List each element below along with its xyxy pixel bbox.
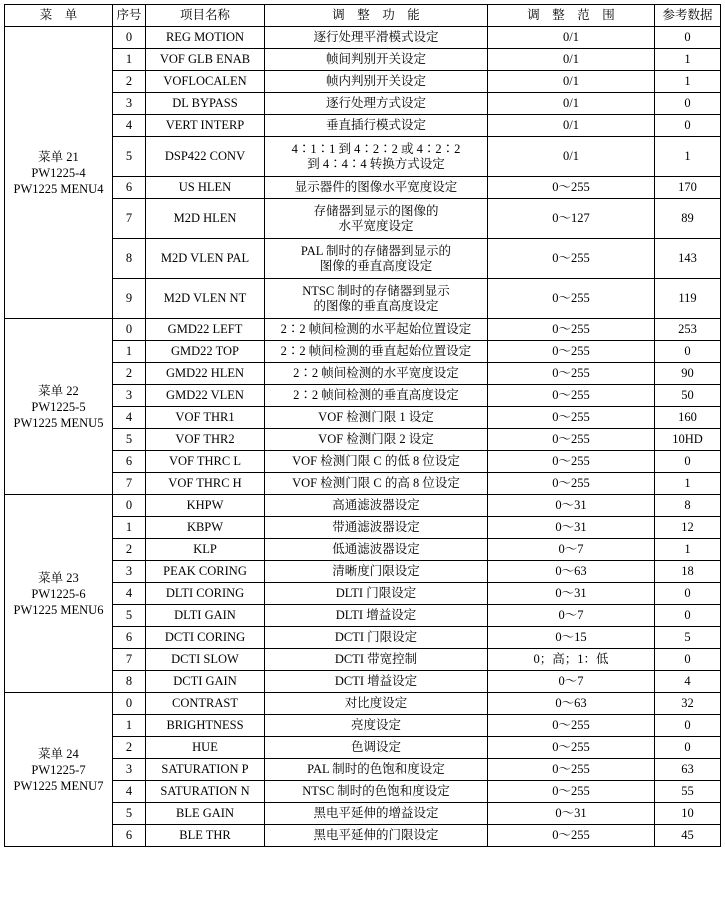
reference-value: 10HD	[655, 429, 721, 451]
header-function: 调 整 功 能	[265, 5, 488, 27]
reference-value: 55	[655, 781, 721, 803]
row-index: 6	[113, 451, 146, 473]
row-index: 9	[113, 279, 146, 319]
adjust-range: 0～255	[488, 385, 655, 407]
adjust-range: 0～7	[488, 671, 655, 693]
row-index: 4	[113, 583, 146, 605]
item-name: DCTI GAIN	[146, 671, 265, 693]
adjust-range: 0～31	[488, 495, 655, 517]
table-row	[5, 407, 721, 429]
adjust-range: 0～15	[488, 627, 655, 649]
reference-value: 0	[655, 27, 721, 49]
table-row	[5, 93, 721, 115]
menu-group-label: 菜单 21 PW1225-4 PW1225 MENU4	[5, 27, 113, 319]
table-row	[5, 115, 721, 137]
item-name: GMD22 VLEN	[146, 385, 265, 407]
table-row	[5, 49, 721, 71]
table-row	[5, 451, 721, 473]
function-description: DLTI 门限设定	[265, 583, 488, 605]
table-row	[5, 539, 721, 561]
row-index: 0	[113, 693, 146, 715]
item-name: GMD22 TOP	[146, 341, 265, 363]
row-index: 8	[113, 239, 146, 279]
function-description: PAL 制时的存储器到显示的 图像的垂直高度设定	[265, 239, 488, 279]
adjust-range: 0～255	[488, 451, 655, 473]
item-name: GMD22 LEFT	[146, 319, 265, 341]
header-index: 序号	[113, 5, 146, 27]
reference-value: 90	[655, 363, 721, 385]
row-index: 7	[113, 473, 146, 495]
function-description: 垂直插行模式设定	[265, 115, 488, 137]
item-name: SATURATION P	[146, 759, 265, 781]
reference-value: 0	[655, 115, 721, 137]
table-row	[5, 71, 721, 93]
function-description: 亮度设定	[265, 715, 488, 737]
table-row	[5, 495, 721, 517]
function-description: 逐行处理方式设定	[265, 93, 488, 115]
table-row	[5, 341, 721, 363]
row-index: 4	[113, 781, 146, 803]
table-row	[5, 517, 721, 539]
function-description: NTSC 制时的存储器到显示 的图像的垂直高度设定	[265, 279, 488, 319]
reference-value: 1	[655, 71, 721, 93]
table-row	[5, 561, 721, 583]
item-name: BLE THR	[146, 825, 265, 847]
adjust-range: 0～255	[488, 319, 655, 341]
table-row	[5, 759, 721, 781]
row-index: 5	[113, 803, 146, 825]
adjust-range: 0～255	[488, 363, 655, 385]
reference-value: 0	[655, 341, 721, 363]
row-index: 8	[113, 671, 146, 693]
adjust-range: 0～63	[488, 561, 655, 583]
header-range: 调 整 范 围	[488, 5, 655, 27]
adjust-range: 0～255	[488, 407, 655, 429]
reference-value: 10	[655, 803, 721, 825]
reference-value: 0	[655, 737, 721, 759]
function-description: 黑电平延伸的增益设定	[265, 803, 488, 825]
reference-value: 50	[655, 385, 721, 407]
adjust-range: 0～255	[488, 473, 655, 495]
function-description: 2∶2 帧间检测的水平宽度设定	[265, 363, 488, 385]
item-name: VOF THRC L	[146, 451, 265, 473]
row-index: 3	[113, 759, 146, 781]
row-index: 5	[113, 605, 146, 627]
adjust-range: 0/1	[488, 49, 655, 71]
reference-value: 0	[655, 605, 721, 627]
row-index: 6	[113, 825, 146, 847]
item-name: VOF THR2	[146, 429, 265, 451]
table-row	[5, 825, 721, 847]
function-description: DCTI 增益设定	[265, 671, 488, 693]
adjust-range: 0～127	[488, 199, 655, 239]
function-description: VOF 检测门限 1 设定	[265, 407, 488, 429]
adjust-range: 0/1	[488, 137, 655, 177]
table-row	[5, 583, 721, 605]
row-index: 1	[113, 715, 146, 737]
item-name: CONTRAST	[146, 693, 265, 715]
row-index: 2	[113, 363, 146, 385]
adjust-range: 0；高；1：低	[488, 649, 655, 671]
function-description: 逐行处理平滑模式设定	[265, 27, 488, 49]
adjust-range: 0～63	[488, 693, 655, 715]
item-name: M2D VLEN NT	[146, 279, 265, 319]
function-description: DCTI 带宽控制	[265, 649, 488, 671]
function-description: 存储器到显示的图像的 水平宽度设定	[265, 199, 488, 239]
function-description: NTSC 制时的色饱和度设定	[265, 781, 488, 803]
reference-value: 0	[655, 93, 721, 115]
item-name: BLE GAIN	[146, 803, 265, 825]
item-name: DCTI CORING	[146, 627, 265, 649]
row-index: 4	[113, 115, 146, 137]
item-name: DLTI GAIN	[146, 605, 265, 627]
table-row	[5, 385, 721, 407]
item-name: US HLEN	[146, 177, 265, 199]
item-name: KHPW	[146, 495, 265, 517]
header-reference: 参考数据	[655, 5, 721, 27]
row-index: 1	[113, 517, 146, 539]
reference-value: 0	[655, 649, 721, 671]
function-description: 2∶2 帧间检测的水平起始位置设定	[265, 319, 488, 341]
function-description: 显示器件的图像水平宽度设定	[265, 177, 488, 199]
row-index: 2	[113, 71, 146, 93]
reference-value: 0	[655, 583, 721, 605]
reference-value: 1	[655, 49, 721, 71]
parameter-table	[4, 4, 721, 847]
item-name: REG MOTION	[146, 27, 265, 49]
table-row	[5, 803, 721, 825]
table-row	[5, 781, 721, 803]
row-index: 2	[113, 737, 146, 759]
adjust-range: 0/1	[488, 71, 655, 93]
row-index: 3	[113, 385, 146, 407]
item-name: VOFLOCALEN	[146, 71, 265, 93]
adjust-range: 0～31	[488, 803, 655, 825]
function-description: VOF 检测门限 C 的高 8 位设定	[265, 473, 488, 495]
adjust-range: 0～7	[488, 605, 655, 627]
header-row	[5, 5, 721, 27]
function-description: 黑电平延伸的门限设定	[265, 825, 488, 847]
adjust-range: 0/1	[488, 27, 655, 49]
function-description: 低通滤波器设定	[265, 539, 488, 561]
row-index: 0	[113, 319, 146, 341]
function-description: 4∶1∶1 到 4∶2∶2 或 4∶2∶2 到 4∶4∶4 转换方式设定	[265, 137, 488, 177]
reference-value: 45	[655, 825, 721, 847]
reference-value: 32	[655, 693, 721, 715]
item-name: DL BYPASS	[146, 93, 265, 115]
table-row	[5, 239, 721, 279]
table-row	[5, 279, 721, 319]
table-row	[5, 693, 721, 715]
row-index: 5	[113, 429, 146, 451]
adjust-range: 0～255	[488, 715, 655, 737]
adjust-range: 0～255	[488, 341, 655, 363]
reference-value: 1	[655, 473, 721, 495]
reference-value: 4	[655, 671, 721, 693]
item-name: VOF THR1	[146, 407, 265, 429]
function-description: DLTI 增益设定	[265, 605, 488, 627]
adjust-range: 0～31	[488, 517, 655, 539]
row-index: 1	[113, 341, 146, 363]
row-index: 7	[113, 199, 146, 239]
table-row	[5, 137, 721, 177]
item-name: SATURATION N	[146, 781, 265, 803]
table-row	[5, 27, 721, 49]
function-description: 对比度设定	[265, 693, 488, 715]
adjust-range: 0～255	[488, 279, 655, 319]
item-name: KBPW	[146, 517, 265, 539]
adjust-range: 0～255	[488, 825, 655, 847]
reference-value: 18	[655, 561, 721, 583]
reference-value: 5	[655, 627, 721, 649]
function-description: 色调设定	[265, 737, 488, 759]
table-row	[5, 605, 721, 627]
function-description: 帧间判别开关设定	[265, 49, 488, 71]
item-name: VERT INTERP	[146, 115, 265, 137]
item-name: M2D HLEN	[146, 199, 265, 239]
row-index: 1	[113, 49, 146, 71]
table-row	[5, 627, 721, 649]
function-description: VOF 检测门限 C 的低 8 位设定	[265, 451, 488, 473]
row-index: 7	[113, 649, 146, 671]
reference-value: 12	[655, 517, 721, 539]
function-description: DCTI 门限设定	[265, 627, 488, 649]
reference-value: 63	[655, 759, 721, 781]
adjust-range: 0～7	[488, 539, 655, 561]
table-row	[5, 649, 721, 671]
row-index: 6	[113, 177, 146, 199]
item-name: DLTI CORING	[146, 583, 265, 605]
table-row	[5, 737, 721, 759]
item-name: M2D VLEN PAL	[146, 239, 265, 279]
row-index: 3	[113, 93, 146, 115]
reference-value: 170	[655, 177, 721, 199]
menu-group-label: 菜单 22 PW1225-5 PW1225 MENU5	[5, 319, 113, 495]
table-row	[5, 473, 721, 495]
function-description: 带通滤波器设定	[265, 517, 488, 539]
menu-group-label: 菜单 23 PW1225-6 PW1225 MENU6	[5, 495, 113, 693]
function-description: 2∶2 帧间检测的垂直起始位置设定	[265, 341, 488, 363]
row-index: 2	[113, 539, 146, 561]
reference-value: 143	[655, 239, 721, 279]
row-index: 5	[113, 137, 146, 177]
item-name: VOF THRC H	[146, 473, 265, 495]
row-index: 6	[113, 627, 146, 649]
table-row	[5, 319, 721, 341]
adjust-range: 0～255	[488, 737, 655, 759]
item-name: HUE	[146, 737, 265, 759]
parameter-table-wrapper	[4, 4, 721, 847]
function-description: 2∶2 帧间检测的垂直高度设定	[265, 385, 488, 407]
header-item-name: 项目名称	[146, 5, 265, 27]
row-index: 3	[113, 561, 146, 583]
reference-value: 160	[655, 407, 721, 429]
reference-value: 89	[655, 199, 721, 239]
adjust-range: 0～255	[488, 429, 655, 451]
reference-value: 1	[655, 137, 721, 177]
table-row	[5, 177, 721, 199]
adjust-range: 0～255	[488, 759, 655, 781]
reference-value: 1	[655, 539, 721, 561]
adjust-range: 0～31	[488, 583, 655, 605]
menu-group-label: 菜单 24 PW1225-7 PW1225 MENU7	[5, 693, 113, 847]
function-description: 高通滤波器设定	[265, 495, 488, 517]
item-name: GMD22 HLEN	[146, 363, 265, 385]
item-name: BRIGHTNESS	[146, 715, 265, 737]
reference-value: 8	[655, 495, 721, 517]
adjust-range: 0/1	[488, 115, 655, 137]
row-index: 0	[113, 495, 146, 517]
table-row	[5, 429, 721, 451]
header-menu: 菜 单	[5, 5, 113, 27]
item-name: VOF GLB ENAB	[146, 49, 265, 71]
function-description: VOF 检测门限 2 设定	[265, 429, 488, 451]
function-description: 清晰度门限设定	[265, 561, 488, 583]
table-body	[5, 27, 721, 847]
table-row	[5, 671, 721, 693]
adjust-range: 0～255	[488, 239, 655, 279]
item-name: PEAK CORING	[146, 561, 265, 583]
row-index: 0	[113, 27, 146, 49]
adjust-range: 0～255	[488, 177, 655, 199]
table-row	[5, 715, 721, 737]
function-description: 帧内判别开关设定	[265, 71, 488, 93]
table-row	[5, 199, 721, 239]
reference-value: 253	[655, 319, 721, 341]
adjust-range: 0/1	[488, 93, 655, 115]
item-name: DCTI SLOW	[146, 649, 265, 671]
row-index: 4	[113, 407, 146, 429]
function-description: PAL 制时的色饱和度设定	[265, 759, 488, 781]
item-name: KLP	[146, 539, 265, 561]
item-name: DSP422 CONV	[146, 137, 265, 177]
reference-value: 0	[655, 451, 721, 473]
reference-value: 119	[655, 279, 721, 319]
reference-value: 0	[655, 715, 721, 737]
adjust-range: 0～255	[488, 781, 655, 803]
table-row	[5, 363, 721, 385]
